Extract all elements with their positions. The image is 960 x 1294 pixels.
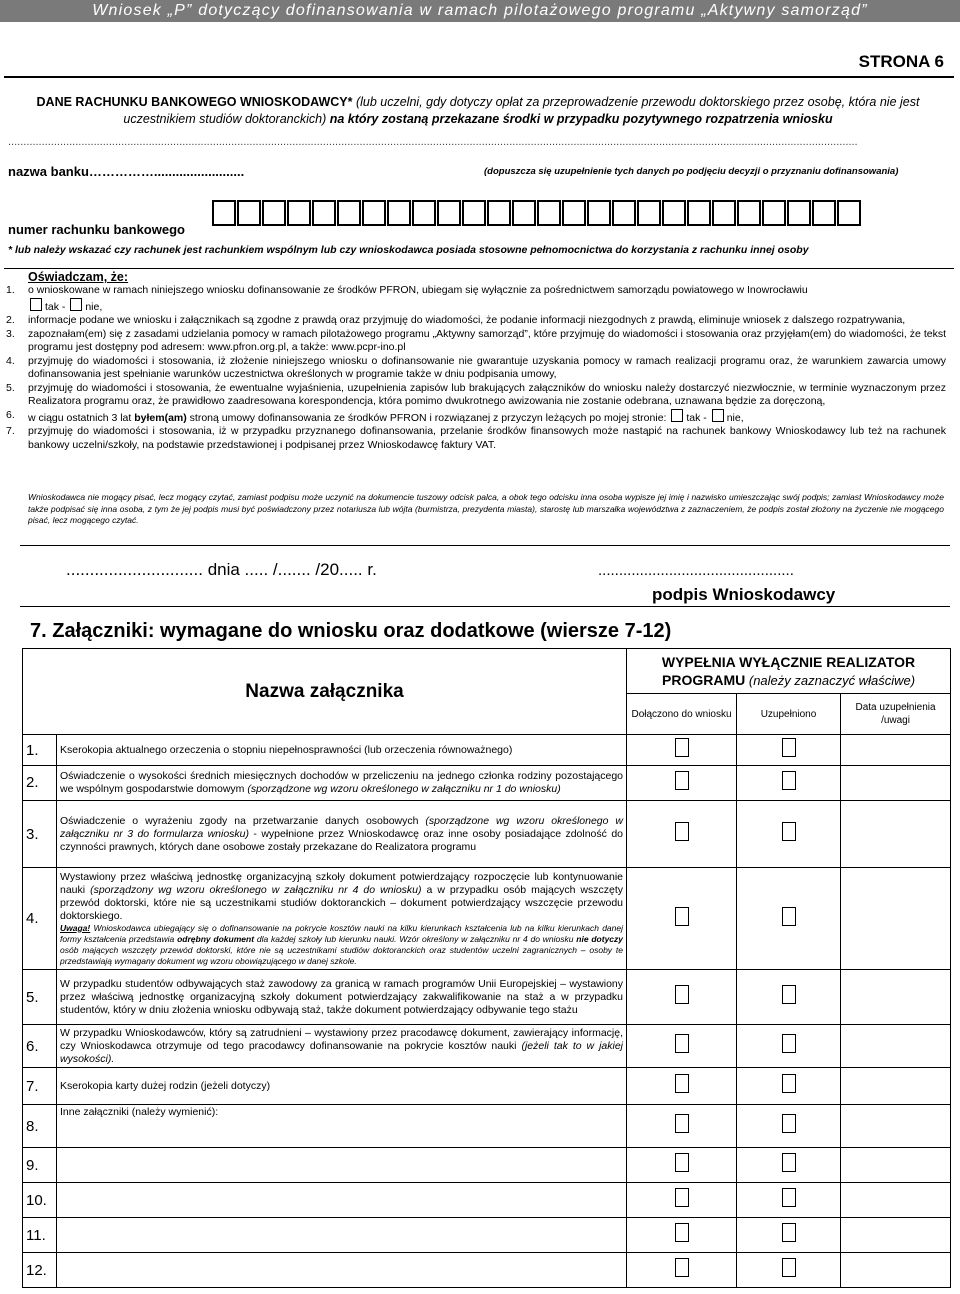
supplemented-checkbox[interactable]	[782, 907, 796, 926]
cell-attached	[627, 1218, 737, 1253]
attachment-name	[57, 735, 627, 766]
row-number: 1.	[23, 735, 57, 766]
attachment-name	[57, 1148, 627, 1183]
item-3-text: zapoznałam(em) się z zasadami udzielania pomocy w ramach pilotażowego programu „Aktywny samorząd”, które przyjmuję do wiadomości i stosowania oraz przyjęłam(em) do wiadomości, że tekst programu jest dostępny pod adresem: www.pfron.org.pl, a także: www.pcpr-ino.pl	[28, 327, 946, 353]
attachment-name	[57, 1253, 627, 1288]
cell-supplemented	[737, 1183, 841, 1218]
table-row	[23, 868, 951, 970]
account-digit-box[interactable]	[712, 200, 736, 226]
tak-label: tak -	[45, 300, 66, 313]
supplemented-checkbox[interactable]	[782, 1114, 796, 1133]
attached-checkbox[interactable]	[675, 822, 689, 841]
attached-checkbox[interactable]	[675, 985, 689, 1004]
attachment-text: Inne załączniki (należy wymienić):	[60, 1106, 219, 1119]
table-row	[23, 1148, 951, 1183]
attachment-text: Oświadczenie o wysokości średnich miesięcznych dochodów w przeliczeniu na jednego członka rodziny pozostającego we wspólnym gospodarstwie domowym	[60, 769, 624, 795]
item-2-text: informacje podane we wniosku i załącznikach są zgodne z prawdą oraz przyjmuję do wiadomości, że podanie informacji niezgodnych z prawdą, eliminuje wniosek z dalszego rozpatrywania,	[28, 314, 906, 326]
cell-supplemented	[737, 800, 841, 868]
nie-label: nie,	[85, 300, 103, 313]
account-digit-box[interactable]	[787, 200, 811, 226]
account-digit-box[interactable]	[487, 200, 511, 226]
table-row	[23, 800, 951, 868]
attached-checkbox[interactable]	[675, 1034, 689, 1053]
attached-checkbox[interactable]	[675, 1258, 689, 1277]
item-6-pre: w ciągu ostatnich 3 lat	[28, 411, 135, 424]
cell-date-notes[interactable]	[841, 800, 951, 868]
attachment-italic: (sporządzony wg wzoru określonego w załączniku nr 4 do wniosku)	[90, 883, 422, 896]
table-row	[23, 1025, 951, 1068]
bank-name-note: (dopuszcza się uzupełnienie tych danych po podjęciu decyzji o przyznaniu dofinansowania)	[484, 166, 899, 177]
account-number-boxes[interactable]	[212, 200, 862, 226]
item-number: 1.	[6, 284, 15, 296]
attachment-name	[57, 765, 627, 800]
cell-date-notes[interactable]	[841, 1025, 951, 1068]
table-row	[23, 765, 951, 800]
row-number: 7.	[23, 1068, 57, 1105]
item-6-text	[28, 409, 946, 426]
row-number: 4.	[23, 868, 57, 970]
tak-label: tak -	[686, 411, 707, 424]
note-small_bold2: nie dotyczy	[576, 933, 623, 944]
attachment-name	[57, 1105, 627, 1148]
item-number: 5.	[6, 381, 15, 394]
item-6-bold: byłem(am)	[134, 411, 187, 424]
declarations-heading: Oświadczam, że:	[28, 270, 129, 284]
row-number: 6.	[23, 1025, 57, 1068]
realizer-italic: (należy zaznaczyć właściwe)	[745, 672, 916, 688]
account-digit-box[interactable]	[262, 200, 286, 226]
attachment-name	[57, 1025, 627, 1068]
cell-attached	[627, 1183, 737, 1218]
cell-date-notes[interactable]	[841, 1253, 951, 1288]
supplemented-checkbox[interactable]	[782, 822, 796, 841]
attachment-text: Kserokopia karty dużej rodzin (jeżeli dotyczy)	[60, 1079, 271, 1092]
attachment-name	[57, 800, 627, 868]
date-line[interactable]: ............................. dnia ..... /....... /20..... r.	[66, 560, 377, 579]
declaration-item	[6, 314, 946, 328]
declaration-item	[6, 355, 946, 382]
attached-checkbox[interactable]	[675, 738, 689, 757]
account-digit-box[interactable]	[437, 200, 461, 226]
attachment-text: Oświadczenie o wyrażeniu zgody na przetwarzanie danych osobowych	[60, 814, 426, 827]
table-row	[23, 1068, 951, 1105]
bank-title-italic: (lub uczelni, gdy dotyczy opłat za przeprowadzenie przewodu doktorskiego przez osobę, która nie jest uczestnikiem studiów doktoranckich)	[123, 95, 920, 126]
table-row	[23, 1253, 951, 1288]
account-digit-box[interactable]	[562, 200, 586, 226]
row-number: 3.	[23, 800, 57, 868]
signature-dots[interactable]: ...............................................	[598, 562, 794, 579]
cell-date-notes[interactable]	[841, 765, 951, 800]
cell-attached	[627, 868, 737, 970]
table-row	[23, 1105, 951, 1148]
account-digit-box[interactable]	[362, 200, 386, 226]
realizer-header	[627, 649, 951, 694]
attachment-italic: (sporządzone wg wzoru określonego w załączniku nr 3 do formularza wniosku)	[60, 814, 624, 840]
attachment-italic: (jeżeli tak to w jakiej wysokości).	[60, 1039, 624, 1065]
cell-attached	[627, 1105, 737, 1148]
cell-supplemented	[737, 969, 841, 1024]
note-small2: dla każdej szkoły lub kierunku nauki. Wzór określony w załączniku nr 4 do wniosku	[254, 933, 577, 944]
account-digit-box[interactable]	[662, 200, 686, 226]
account-digit-box[interactable]	[337, 200, 361, 226]
cell-attached	[627, 1148, 737, 1183]
cell-supplemented	[737, 735, 841, 766]
account-digit-box[interactable]	[762, 200, 786, 226]
note-small1: Wnioskodawca ubiegający się o dofinansowanie na pokrycie kosztów nauki na kilku kierunkach kształcenia lub na kilku kierunkach danej formy kształcenia przedstawia	[60, 922, 624, 944]
cell-attached	[627, 1253, 737, 1288]
supplemented-checkbox[interactable]	[782, 738, 796, 757]
account-digit-box[interactable]	[387, 200, 411, 226]
attachment-name	[57, 1183, 627, 1218]
account-footnote: * lub należy wskazać czy rachunek jest rachunkiem wspólnym lub czy wnioskodawca posiada stosowne pełnomocnictwa do korzystania z rachunku innej osoby	[8, 244, 809, 256]
supplemented-checkbox[interactable]	[782, 1153, 796, 1172]
row-number: 11.	[23, 1218, 57, 1253]
supplemented-checkbox[interactable]	[782, 1258, 796, 1277]
account-digit-box[interactable]	[837, 200, 861, 226]
attached-checkbox[interactable]	[675, 771, 689, 790]
attachments-table	[22, 648, 951, 1288]
item-text	[28, 284, 946, 314]
realizer-bold: WYPEŁNIA WYŁĄCZNIE REALIZATOR PROGRAMU	[661, 653, 916, 688]
item-5-text: przyjmuję do wiadomości i stosowania, że ewentualne wyjaśnienia, uzupełnienia zapisów lub brakujących załączników do wniosku należy dostarczyć niezwłocznie, w terminie wyznaczonym przez Realizatora programu oraz, że prawidłowo zaadresowana korespondencja, która pomimo dwukrotnego awizowania nie zostanie odebrana, uznawana będzie za doręczoną,	[28, 381, 946, 407]
item-1-text: o wnioskowane w ramach niniejszego wniosku dofinansowanie ze środków PFRON, ubiegam się wyłącznie za pośrednictwem samorządu powiatowego w Inowrocławiu	[28, 284, 808, 296]
cell-date-notes[interactable]	[841, 1105, 951, 1148]
cell-date-notes[interactable]	[841, 735, 951, 766]
tak-checkbox[interactable]	[30, 298, 42, 311]
cell-attached	[627, 765, 737, 800]
cell-date-notes[interactable]	[841, 1068, 951, 1105]
row-number: 9.	[23, 1148, 57, 1183]
declaration-item	[6, 328, 946, 355]
bank-name-field[interactable]: nazwa banku…………….........................	[8, 164, 245, 179]
cell-date-notes[interactable]	[841, 1218, 951, 1253]
signature-label: podpis Wnioskodawcy	[652, 585, 836, 604]
tak-checkbox[interactable]	[671, 409, 683, 422]
attachment-name	[57, 1068, 627, 1105]
supplemented-checkbox[interactable]	[782, 1223, 796, 1242]
item-number: 6.	[6, 408, 15, 421]
account-digit-box[interactable]	[512, 200, 536, 226]
item-number: 4.	[6, 354, 15, 367]
attachment-text: W przypadku Wnioskodawców, który są zatrudnieni – wystawiony przez pracodawcę dokument, zawierający informację, czy Wnioskodawca otrzymuje od tego pracodawcy dofinansowanie na pokrycie kosztów nauki	[60, 1026, 624, 1052]
row-number: 8.	[23, 1105, 57, 1148]
col-header-date: Data uzupełnienia /uwagi	[841, 694, 951, 735]
account-digit-box[interactable]	[287, 200, 311, 226]
col-header-name: Nazwa załącznika	[23, 649, 627, 735]
item-7-text: przyjmuję do wiadomości i stosowania, iż w przypadku przyznanego dofinansowania, przelanie środków finansowych może nastąpić na rachunek bankowy Wnioskodawcy lub też na rachunek bankowy uczelni/szkoły, na podstawie przedstawionej i podpisanej przez Wnioskodawcę faktury VAT.	[28, 425, 946, 451]
note-small_bold: odrębny dokument	[177, 933, 255, 944]
supplemented-checkbox[interactable]	[782, 1034, 796, 1053]
cell-date-notes[interactable]	[841, 969, 951, 1024]
account-digit-box[interactable]	[612, 200, 636, 226]
account-digit-box[interactable]	[737, 200, 761, 226]
declarations-list	[6, 284, 946, 452]
declaration-item	[6, 425, 946, 452]
attachment-text2: - wypełnione przez Wnioskodawcę oraz inne osoby posiadające zdolność do czynności prawnych, których dane osobowe zostały przekazane do Realizatora programu	[60, 827, 624, 853]
declaration-item	[6, 284, 946, 314]
bank-title	[8, 94, 948, 128]
signature-note: Wnioskodawca nie mogący pisać, lecz mogący czytać, zamiast podpisu może uczynić na dokumencie tuszowy odcisk palca, a obok tego odcisku inna osoba wypisze jej imię i nazwisko umieszczając swój podpis; zamiast Wnioskodawcy może także podpisać się inna osoba, z tym że jej podpis musi być poświadczony przez notariusza lub wójta (burmistrza, prezydenta miasta), starostę lub marszałka województwa z zaznaczeniem, że podpis został złożony na życzenie nie mogącego pisać, lecz mogącego czytać.	[28, 492, 944, 525]
declaration-item	[6, 382, 946, 409]
cell-date-notes[interactable]	[841, 1148, 951, 1183]
note-small3: osób mających wszczęty przewód doktorski, które nie są uczestnikami studiów doktoranckich oraz studentów uczelni zagranicznych – osoby te przedstawiają wymagany dokument wg wzoru obowiązującego w danej szkole.	[60, 944, 624, 966]
cell-supplemented	[737, 1068, 841, 1105]
attachment-text: Wystawiony przez właściwą jednostkę organizacyjną szkoły dokument potwierdzający rozpoczęcie lub kontynuowanie nauki	[60, 870, 624, 896]
item-6-post: stroną umowy dofinansowania ze środków PFRON i rozwiązanej z przyczyn leżących po mojej stronie:	[186, 411, 667, 424]
nie-checkbox[interactable]	[712, 409, 724, 422]
attachment-name	[57, 1218, 627, 1253]
attached-checkbox[interactable]	[675, 1153, 689, 1172]
nie-checkbox[interactable]	[70, 298, 82, 311]
table-row	[23, 735, 951, 766]
col-header-supplemented: Uzupełniono	[737, 694, 841, 735]
account-digit-box[interactable]	[687, 200, 711, 226]
cell-supplemented	[737, 1253, 841, 1288]
account-digit-box[interactable]	[587, 200, 611, 226]
attached-checkbox[interactable]	[675, 1114, 689, 1133]
account-digit-box[interactable]	[637, 200, 661, 226]
cell-attached	[627, 735, 737, 766]
cell-supplemented	[737, 868, 841, 970]
account-digit-box[interactable]	[212, 200, 236, 226]
page-label: STRONA 6	[858, 52, 944, 71]
attachment-note	[60, 923, 623, 967]
cell-supplemented	[737, 1218, 841, 1253]
item-number: 7.	[6, 425, 15, 437]
attached-checkbox[interactable]	[675, 1074, 689, 1093]
row-number: 12.	[23, 1253, 57, 1288]
account-digit-box[interactable]	[237, 200, 261, 226]
declaration-item	[6, 409, 946, 426]
supplemented-checkbox[interactable]	[782, 771, 796, 790]
supplemented-checkbox[interactable]	[782, 1074, 796, 1093]
account-label: numer rachunku bankowego	[8, 222, 185, 237]
attachment-italic: (sporządzone wg wzoru określonego w załączniku nr 1 do wniosku)	[247, 782, 561, 795]
cell-attached	[627, 969, 737, 1024]
attached-checkbox[interactable]	[675, 1188, 689, 1207]
cell-supplemented	[737, 1148, 841, 1183]
cell-supplemented	[737, 1105, 841, 1148]
cell-date-notes[interactable]	[841, 868, 951, 970]
cell-supplemented	[737, 1025, 841, 1068]
cell-attached	[627, 1068, 737, 1105]
account-digit-box[interactable]	[812, 200, 836, 226]
table-row	[23, 1183, 951, 1218]
account-digit-box[interactable]	[312, 200, 336, 226]
supplemented-checkbox[interactable]	[782, 985, 796, 1004]
cell-attached	[627, 1025, 737, 1068]
row-number: 10.	[23, 1183, 57, 1218]
account-digit-box[interactable]	[537, 200, 561, 226]
col-header-attached: Dołączono do wniosku	[627, 694, 737, 735]
attachments-title: 7. Załączniki: wymagane do wniosku oraz dodatkowe (wiersze 7-12)	[30, 620, 672, 642]
attached-checkbox[interactable]	[675, 1223, 689, 1242]
bank-dots-line[interactable]: ......................................................................................................................................................................................................................................................................................	[8, 136, 858, 148]
row-number: 2.	[23, 765, 57, 800]
attachment-name	[57, 969, 627, 1024]
attachment-text: W przypadku studentów odbywających staż zawodowy za granicą w ramach programów Unii Europejskiej – wystawiony przez właściwą jednostkę organizacyjną szkoły dokument potwierdzający zakwalifikowanie na staż a w przypadku studentów, który w dniu złożenia wniosku odbywają staż, także dokument potwierdzający odbywanie tego stażu	[60, 977, 624, 1016]
cell-date-notes[interactable]	[841, 1183, 951, 1218]
cell-supplemented	[737, 765, 841, 800]
account-digit-box[interactable]	[462, 200, 486, 226]
supplemented-checkbox[interactable]	[782, 1188, 796, 1207]
attached-checkbox[interactable]	[675, 907, 689, 926]
attachment-name	[57, 868, 627, 970]
note-uwaga: Uwaga!	[60, 922, 91, 933]
item-4-text: przyjmuję do wiadomości i stosowania, iż złożenie niniejszego wniosku o dofinansowanie nie gwarantuje uzyskania pomocy w ramach realizacji programu oraz, że warunkiem zawarcia umowy dofinansowania jest spełnianie warunków uczestnictwa określonych w programie także w dniu podpisania umowy,	[28, 354, 946, 380]
attachment-text: Kserokopia aktualnego orzeczenia o stopniu niepełnosprawności (lub orzeczenia równoważnego)	[60, 743, 513, 756]
document-header: Wniosek „P” dotyczący dofinansowania w ramach pilotażowego programu „Aktywny samorząd”	[0, 0, 960, 22]
item-number: 3.	[6, 327, 15, 340]
table-row	[23, 1218, 951, 1253]
account-digit-box[interactable]	[412, 200, 436, 226]
nie-label: nie,	[726, 411, 744, 424]
bank-title-rest: na który zostaną przekazane środki w przypadku pozytywnego rozpatrzenia wniosku	[326, 112, 833, 126]
attachment-text2: a w przypadku osób mających wszczęty przewód doktorski, które nie są uczestnikami studiów doktoranckich – dokument potwierdzający wszczęcie przewodu doktorskiego.	[60, 883, 624, 922]
row-number: 5.	[23, 969, 57, 1024]
item-number: 2.	[6, 314, 15, 326]
cell-attached	[627, 800, 737, 868]
bank-title-bold: DANE RACHUNKU BANKOWEGO WNIOSKODAWCY*	[36, 95, 353, 109]
table-row	[23, 969, 951, 1024]
